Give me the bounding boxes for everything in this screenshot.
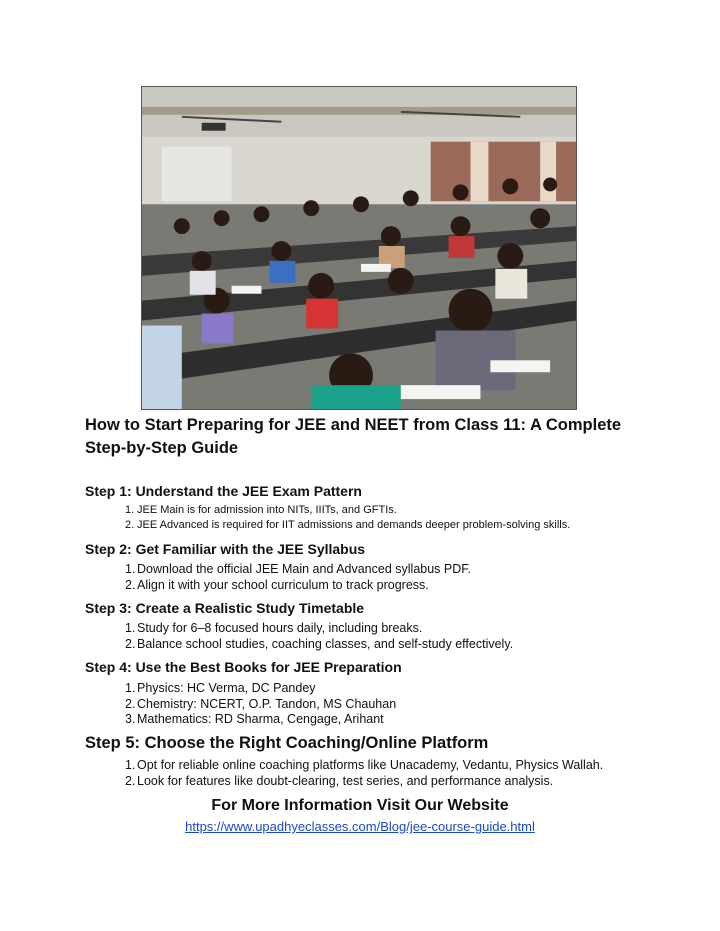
list-item: 1. Download the official JEE Main and Advanced syllabus PDF. <box>125 562 471 576</box>
list-item: 2. JEE Advanced is required for IIT admissions and demands deeper problem-solving skills. <box>125 519 571 531</box>
list-item: 2. Balance school studies, coaching classes, and self-study effectively. <box>125 636 514 651</box>
step-3-heading: Step 3: Create a Realistic Study Timetable <box>85 600 365 616</box>
list-item: 2. Chemistry: NCERT, O.P. Tandon, MS Chauhan <box>125 696 397 711</box>
list-item: 1. Physics: HC Verma, DC Pandey <box>125 681 316 695</box>
classroom-illustration <box>142 87 576 409</box>
step-2-heading: Step 2: Get Familiar with the JEE Syllabus <box>85 541 366 557</box>
list-item: 2. Align it with your school curriculum to track progress. <box>125 577 429 592</box>
list-item: 1. Study for 6–8 focused hours daily, including breaks. <box>125 621 423 635</box>
step-5-heading: Step 5: Choose the Right Coaching/Online Platform <box>85 734 489 752</box>
step-2-list <box>125 562 471 593</box>
list-item: 3. Mathematics: RD Sharma, Cengage, Arihant <box>125 712 384 726</box>
step-1-heading: Step 1: Understand the JEE Exam Pattern <box>85 483 362 499</box>
step-1-list <box>125 503 571 533</box>
list-item: 2. Look for features like doubt-clearing, test series, and performance analysis. <box>125 773 554 788</box>
step-3-list <box>125 621 514 652</box>
website-link[interactable]: https://www.upadhyeclasses.com/Blog/jee-course-guide.html <box>185 819 535 834</box>
list-item: 1. Opt for reliable online coaching platforms like Unacademy, Vedantu, Physics Wallah. <box>125 758 604 772</box>
more-info-heading: For More Information Visit Our Website <box>211 797 509 814</box>
page-title: How to Start Preparing for JEE and NEET from Class 11: A Complete Step-by-Step Guide <box>85 416 622 457</box>
step-4-list <box>125 681 397 728</box>
classroom-photo <box>141 86 577 410</box>
list-item: 1. JEE Main is for admission into NITs, IIITs, and GFTIs. <box>125 504 397 516</box>
step-4-heading: Step 4: Use the Best Books for JEE Preparation <box>85 659 402 675</box>
step-5-list <box>125 758 604 789</box>
